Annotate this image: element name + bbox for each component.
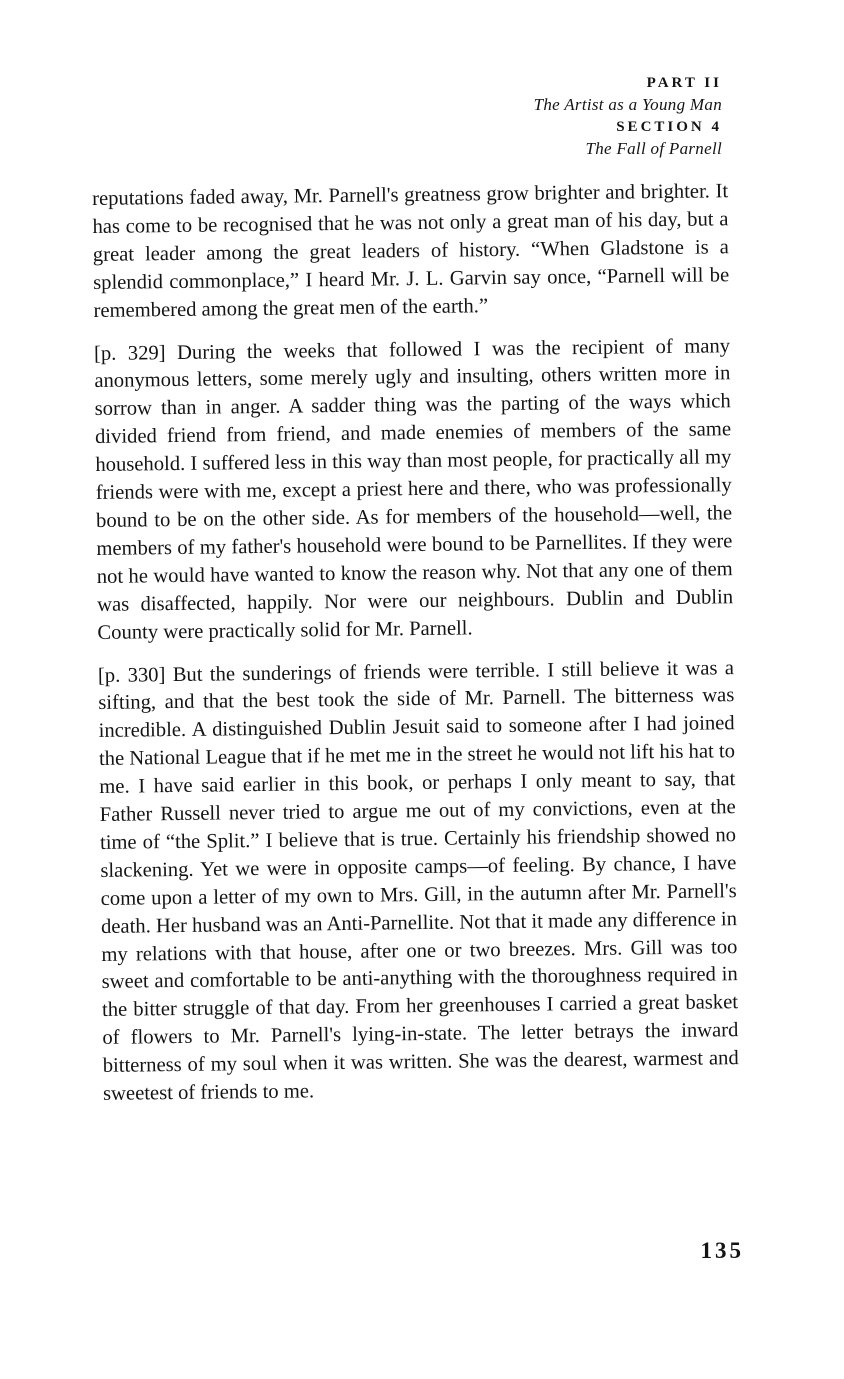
section-title: The Fall of Parnell — [585, 139, 722, 158]
running-head — [534, 72, 722, 160]
paragraph-1: reputations faded away, Mr. Parnell's greatness grow brighter and brighter. It has come to be recognised that he was not only a great man of his day, but a great leader among the great leaders of history. “When Gladstone is a splendid commonplace,” I heard Mr. J. L. Garvin say once, “Parnell will be remembered among the great men of the earth.” — [92, 180, 730, 322]
paragraph-3: [p. 330] But the sunderings of friends were terrible. I still believe it was a sifting, and that the best took the side of Mr. Parnell. The bitterness was incredible. A distinguished Dublin Jesuit said to someone after I had joined the National League that if he met me in the street he would not lift his hat to me. I have said earlier in this book, or perhaps I only meant to say, that Father Russell never tried to argue me out of my convictions, even at the time of “the Split.” I believe that is true. Certainly his friendship showed no slackening. Yet we were in opposite camps—of feeling. By chance, I have come upon a letter of my own to Mrs. Gill, in the autumn after Mr. Parnell's death. Her husband was an Anti-Parnellite. Not that it made any difference in my relations with that house, after one or two breezes. Mrs. Gill was too sweet and comfortable to be anti-anything with the thoroughness required in the bitter struggle of that day. From her greenhouses I carried a great basket of flowers to Mr. Parnell's lying-in-state. The letter betrays the inward bitterness of my soul when it was written. She was the dearest, warmest and sweetest of friends to me. — [97, 656, 739, 1106]
page-number: 135 — [700, 1238, 744, 1263]
part-title: The Artist as a Young Man — [533, 95, 722, 114]
body-text — [92, 178, 739, 1124]
section-label: SECTION 4 — [616, 119, 722, 135]
part-label: PART II — [646, 75, 722, 91]
paragraph-2: [p. 329] During the weeks that followed I was the recipient of many anonymous letters, some merely ugly and insulting, others written more in sorrow than in anger. A sadder thing was the parting of the ways which divided friend from friend, and made enemies of members of the same household. I suffered less in this way than most people, for practically all my friends were with me, except a priest here and there, who was professionally bound to be on the other side. As for members of the household—well, the members of my father's household were bound to be Parnellites. If they were not he would have wanted to know the reason why. Not that any one of them was disaffected, happily. Nor were our neighbours. Dublin and Dublin County were practically solid for Mr. Parnell. — [93, 334, 734, 644]
